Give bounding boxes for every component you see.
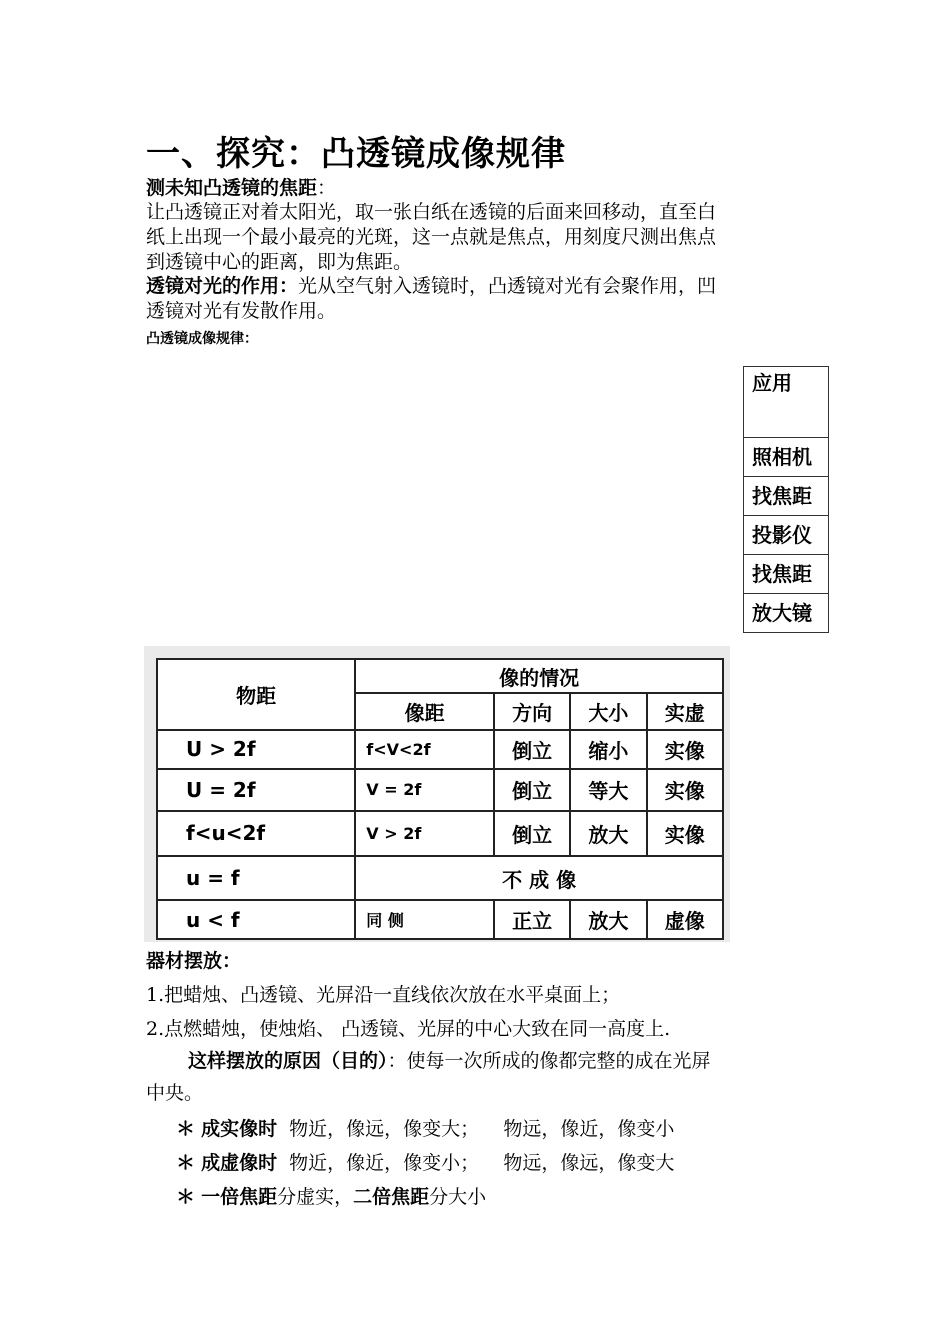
table-row [157,856,723,901]
cell-type: 实像 [647,769,723,812]
focal-line-3: 到透镜中心的距离，即为焦距。 [146,251,413,273]
table-row [157,811,723,856]
cell-u: U = 2f [157,769,355,812]
reason-line-1 [188,1046,711,1073]
table-row [157,900,723,939]
header-image-situation: 像的情况 [355,659,723,693]
cell-type: 实像 [647,730,723,769]
rule-heading: 凸透镜成像规律： [146,331,258,347]
focal-heading-line [146,176,336,200]
tip-bold: 一倍焦距 [201,1186,278,1208]
application-item: 找焦距 [744,554,828,593]
tip-bold: 二倍焦距 [353,1186,430,1208]
cell-type: 虚像 [647,900,723,939]
subheader-direction: 方向 [494,693,570,730]
tip-virtual-image [176,1148,674,1175]
cell-u: f<u<2f [157,811,355,856]
cell-size: 缩小 [570,730,646,769]
tip-bold: 成虚像时 [201,1152,278,1174]
equipment-heading: 器材摆放： [146,950,242,972]
tip-real-image [176,1114,674,1141]
equipment-item: 1.把蜡烛、凸透镜、光屏沿一直线依次放在水平桌面上； [146,984,621,1006]
effect-text-1: 光从空气射入透镜时，凸透镜对光有会聚作用，凹 [298,275,717,297]
cell-v: 同 侧 [355,900,494,939]
reason-line-2: 中央。 [146,1082,204,1104]
cell-no-image: 不 成 像 [355,856,723,901]
tip-text: 分大小 [429,1186,487,1208]
tip-text: 物近，像近，像变小； 物远，像远，像变大 [277,1152,675,1174]
tip-text: 分虚实， [277,1186,354,1208]
equipment-item: 2.点燃蜡烛，使烛焰、 凸透镜、光屏的中心大致在同一高度上. [146,1018,671,1040]
effect-line-2: 透镜对光有发散作用。 [146,300,337,322]
effect-line-1 [146,274,716,298]
cell-type: 实像 [647,811,723,856]
tip-focal-rule [176,1182,486,1209]
cell-direction: 正立 [494,900,570,939]
focal-colon: ： [317,177,337,199]
application-column [743,366,829,633]
application-header: 应用 [752,371,792,395]
application-item: 投影仪 [744,515,828,554]
cell-v: V > 2f [355,811,494,856]
tip-star: ＊ [176,1152,196,1174]
cell-u: u < f [157,900,355,939]
rule-table-image [144,646,730,942]
effect-heading: 透镜对光的作用： [146,275,299,297]
focal-heading: 测未知凸透镜的焦距 [146,177,318,199]
application-item: 放大镜 [744,593,828,632]
tip-text: 物近，像远，像变大； 物远，像近，像变小 [277,1118,675,1140]
cell-direction: 倒立 [494,811,570,856]
cell-size: 等大 [570,769,646,812]
cell-v: f<V<2f [355,730,494,769]
cell-direction: 倒立 [494,730,570,769]
subheader-size: 大小 [570,693,646,730]
application-item: 找焦距 [744,476,828,515]
application-item: 照相机 [744,437,828,476]
cell-size: 放大 [570,811,646,856]
reason-heading: 这样摆放的原因（目的） [188,1050,388,1072]
cell-u: u = f [157,856,355,901]
tip-bold: 成实像时 [201,1118,278,1140]
subheader-image-distance: 像距 [355,693,494,730]
table-row [157,730,723,769]
subheader-real-virtual: 实虚 [647,693,723,730]
cell-u: U > 2f [157,730,355,769]
focal-line-2: 纸上出现一个最小最亮的光斑，这一点就是焦点，用刻度尺测出焦点 [146,226,717,248]
cell-size: 放大 [570,900,646,939]
tip-star: ＊ [176,1118,196,1140]
table-row [157,769,723,812]
cell-v: V = 2f [355,769,494,812]
page-title: 一、探究：凸透镜成像规律 [146,134,566,174]
header-object-distance: 物距 [157,659,355,730]
cell-direction: 倒立 [494,769,570,812]
focal-line-1: 让凸透镜正对着太阳光，取一张白纸在透镜的后面来回移动，直至白 [146,201,717,223]
reason-text: ：使每一次所成的像都完整的成在光屏 [387,1050,711,1072]
rule-table [156,658,724,940]
tip-star: ＊ [176,1186,196,1208]
